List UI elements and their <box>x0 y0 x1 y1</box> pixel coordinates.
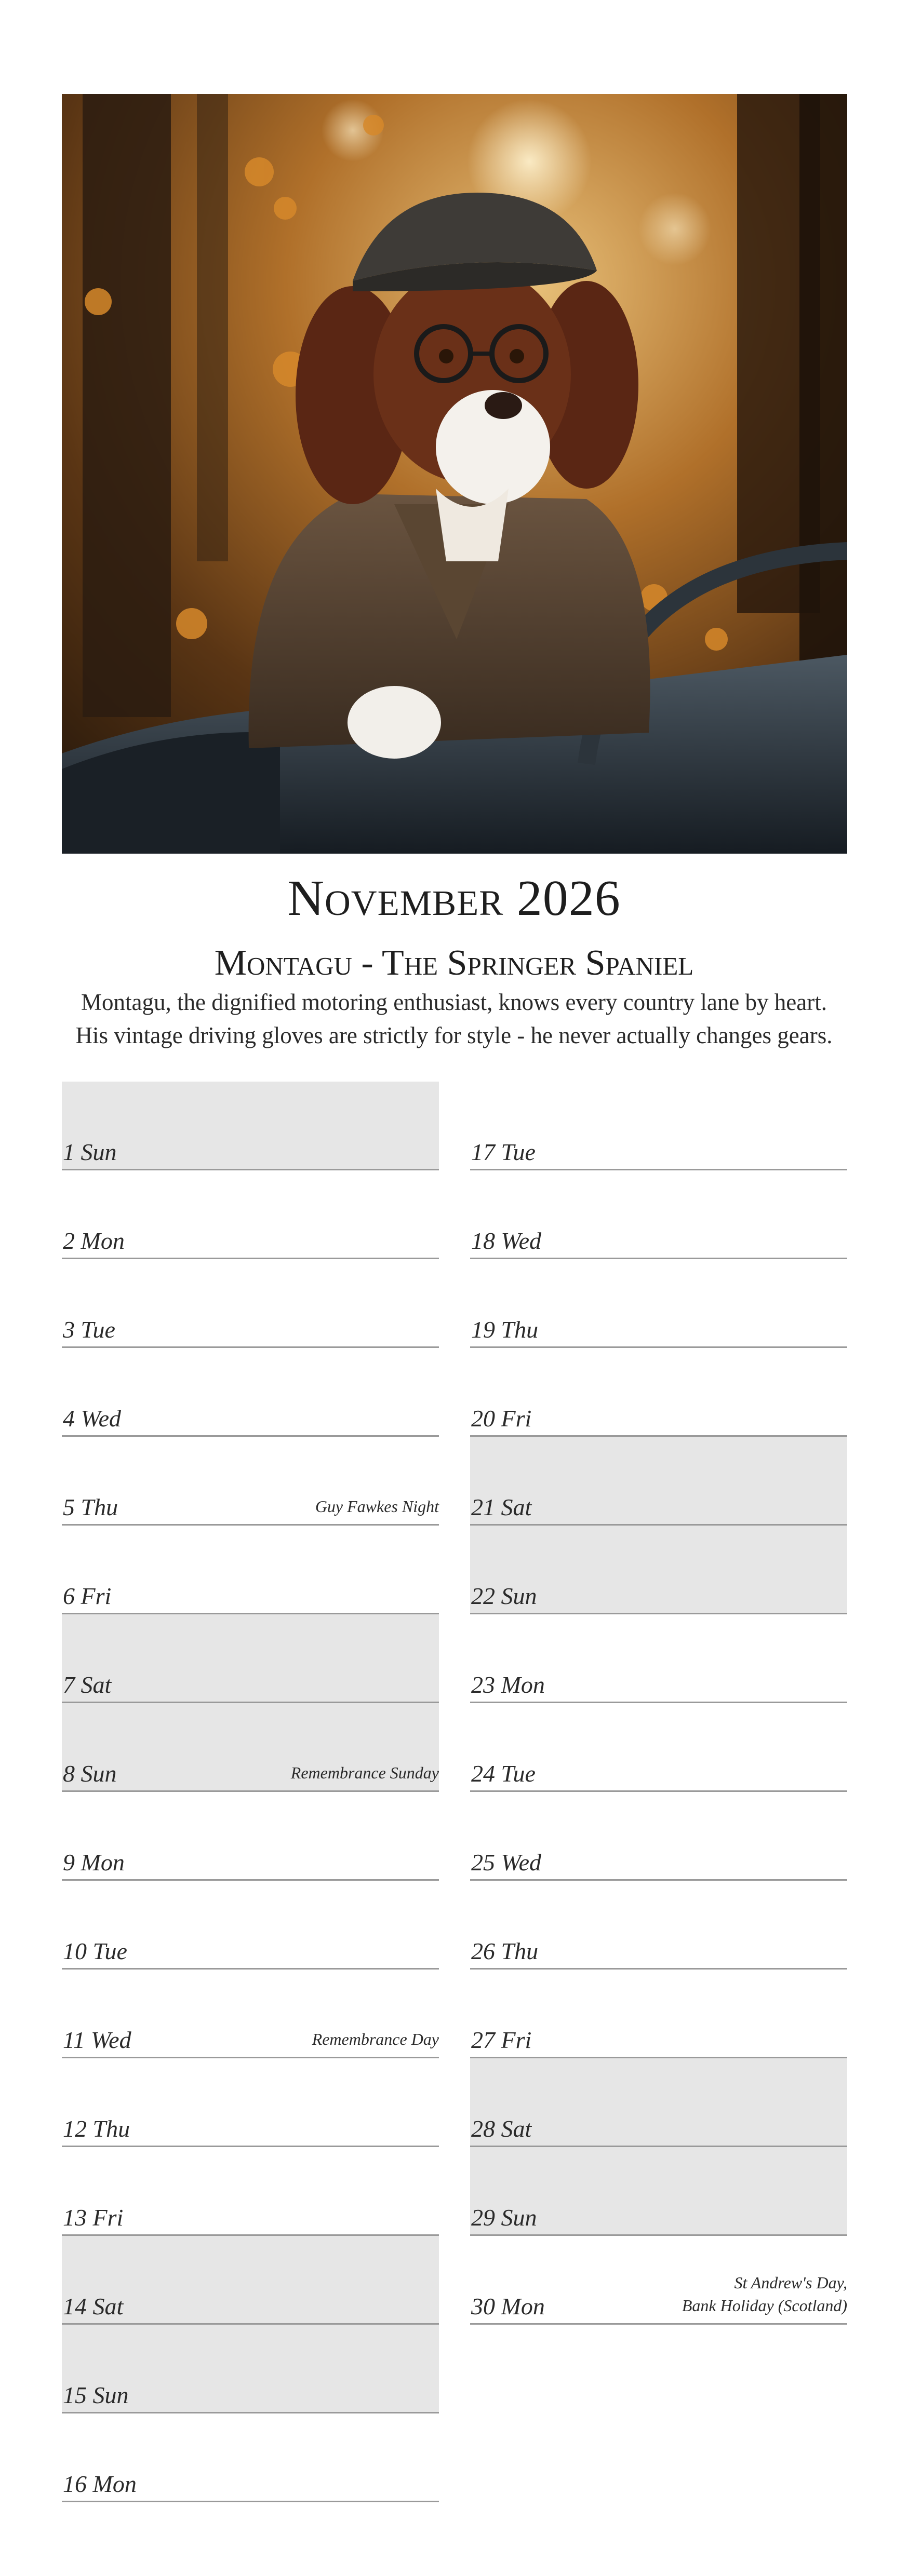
day-label: 27 Fri <box>471 2027 532 2053</box>
holiday-line: Guy Fawkes Night <box>315 1497 439 1516</box>
day-row <box>62 2413 439 2502</box>
day-label: 11 Wed <box>63 2027 131 2053</box>
day-row <box>62 1614 439 1703</box>
day-label: 6 Fri <box>63 1583 112 1609</box>
day-row <box>62 2058 439 2147</box>
day-row <box>470 1437 847 1526</box>
day-row <box>470 1881 847 1970</box>
holiday-note <box>682 2271 847 2317</box>
holiday-line: Remembrance Day <box>312 2030 439 2048</box>
holiday-line: St Andrew's Day, <box>734 2273 847 2292</box>
day-row <box>470 1792 847 1881</box>
day-label: 17 Tue <box>471 1139 536 1165</box>
day-label: 10 Tue <box>63 1938 127 1964</box>
day-label: 30 Mon <box>471 2293 545 2319</box>
day-row <box>62 1259 439 1348</box>
day-row <box>62 2325 439 2413</box>
day-row <box>62 1348 439 1437</box>
holiday-note <box>315 1495 439 1518</box>
holiday-note <box>291 1761 439 1784</box>
day-label: 18 Wed <box>471 1228 542 1254</box>
day-row <box>470 1259 847 1348</box>
day-label: 8 Sun <box>63 1760 117 1787</box>
day-row <box>62 2147 439 2236</box>
day-row <box>62 1703 439 1792</box>
calendar-photo <box>62 94 847 854</box>
dog-description <box>31 986 877 1052</box>
day-row <box>470 2236 847 2325</box>
day-label: 29 Sun <box>471 2204 537 2231</box>
days-column-left <box>62 1082 439 2502</box>
day-row <box>470 1970 847 2058</box>
day-row <box>62 1170 439 1259</box>
day-row <box>470 2147 847 2236</box>
day-row <box>470 2058 847 2147</box>
day-label: 2 Mon <box>63 1228 125 1254</box>
day-label: 25 Wed <box>471 1849 542 1876</box>
day-label: 15 Sun <box>63 2382 129 2408</box>
day-label: 16 Mon <box>63 2471 137 2497</box>
day-label: 14 Sat <box>63 2293 124 2319</box>
day-row <box>470 1526 847 1614</box>
day-row <box>62 1082 439 1170</box>
day-row <box>470 1614 847 1703</box>
day-label: 19 Thu <box>471 1316 539 1343</box>
day-label: 23 Mon <box>471 1671 545 1698</box>
day-label: 24 Tue <box>471 1760 536 1787</box>
day-label: 4 Wed <box>63 1405 122 1432</box>
description-line-2: His vintage driving gloves are strictly for style - he never actually changes gears. <box>75 1022 833 1048</box>
day-row <box>62 2236 439 2325</box>
day-row <box>62 1970 439 2058</box>
days-column-right <box>470 1082 847 2325</box>
day-row <box>62 1881 439 1970</box>
day-row <box>62 1792 439 1881</box>
day-label: 20 Fri <box>471 1405 532 1432</box>
day-row <box>470 1703 847 1792</box>
holiday-note <box>312 2028 439 2051</box>
day-label: 5 Thu <box>63 1494 118 1520</box>
holiday-line: Remembrance Sunday <box>290 1763 439 1782</box>
day-label: 3 Tue <box>63 1316 115 1343</box>
day-label: 12 Thu <box>63 2115 130 2142</box>
day-row <box>470 1082 847 1170</box>
day-label: 26 Thu <box>471 1938 539 1964</box>
holiday-line: Bank Holiday (Scotland) <box>682 2296 847 2315</box>
day-row <box>62 1526 439 1614</box>
day-label: 13 Fri <box>63 2204 124 2231</box>
day-row <box>470 1348 847 1437</box>
day-label: 21 Sat <box>471 1494 532 1520</box>
day-row <box>470 1170 847 1259</box>
day-label: 28 Sat <box>471 2115 532 2142</box>
day-label: 1 Sun <box>63 1139 117 1165</box>
dog-title: Montagu - The Springer Spaniel <box>214 943 694 983</box>
spaniel-driving-illustration <box>62 94 847 854</box>
day-label: 9 Mon <box>63 1849 125 1876</box>
day-label: 7 Sat <box>63 1671 112 1698</box>
day-label: 22 Sun <box>471 1583 537 1609</box>
month-title: November 2026 <box>287 870 621 926</box>
description-line-1: Montagu, the dignified motoring enthusiast, knows every country lane by heart. <box>81 989 827 1015</box>
day-row <box>62 1437 439 1526</box>
